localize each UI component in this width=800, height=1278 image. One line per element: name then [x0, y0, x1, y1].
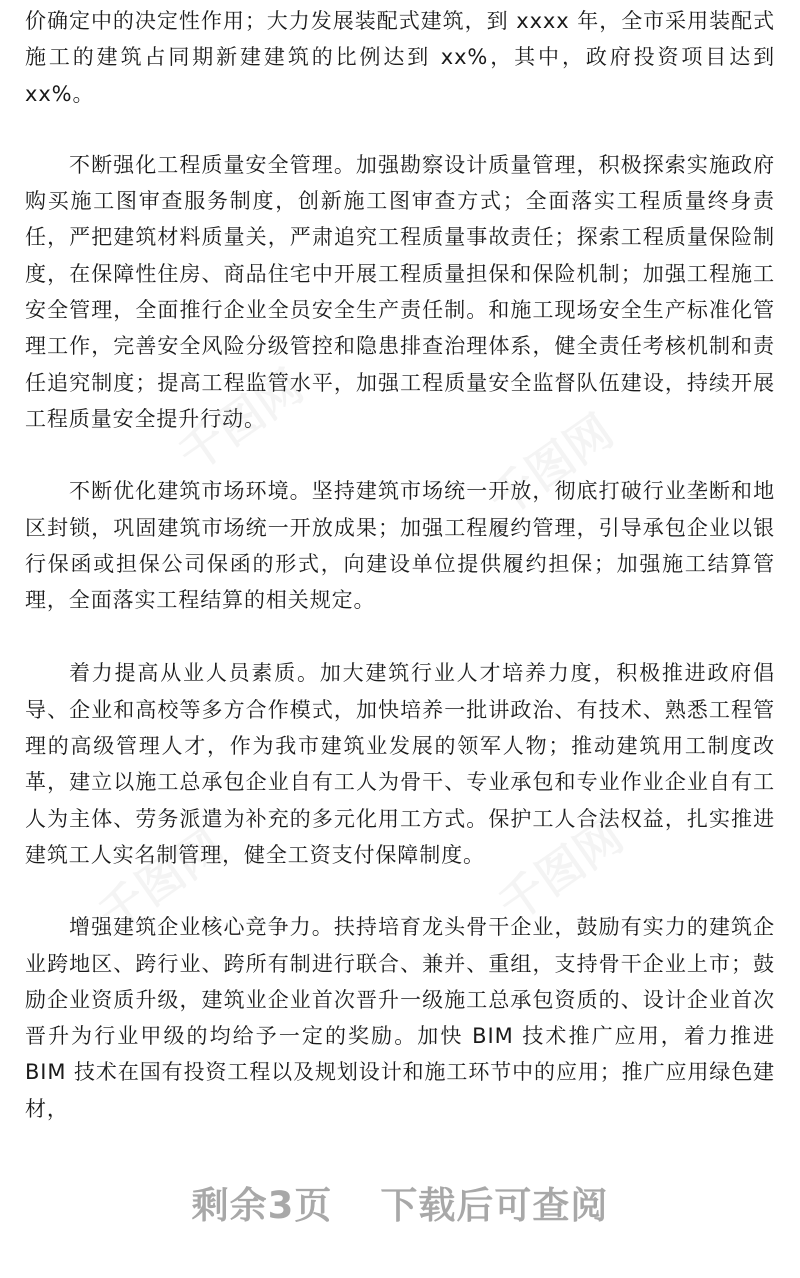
download-to-view-label[interactable]: 下载后可查阅 — [380, 1184, 609, 1227]
paragraph-quality-safety: 不断强化工程质量安全管理。加强勘察设计质量管理，积极探索实施政府购买施工图审查服务制度，创新施工图审查方式；全面落实工程质量终身责任，严把建筑材料质量关，严肃追究工程质量事故责任；探索工程质量保险制度，在保障性住房、商品住宅中开展工程质量担保和保险机制；加强工程施工安全管理，全面推行企业全员安全生产责任制。和施工现场安全生产标准化管理工作，完善安全风险分级管控和隐患排查治理体系，健全责任考核机制和责任追究制度；提高工程监管水平，加强工程质量安全监督队伍建设，持续开展工程质量安全提升行动。 — [25, 152, 775, 431]
remaining-pages-label: 剩余3页 — [191, 1184, 333, 1227]
paragraph-personnel-quality: 着力提高从业人员素质。加大建筑行业人才培养力度，积极推进政府倡导、企业和高校等多方合作模式，加快培养一批讲政治、有技术、熟悉工程管理的高级管理人才，作为我市建筑业发展的领军人物；推动建筑用工制度改革，建立以施工总承包企业自有工人为骨干、专业承包和专业作业企业自有工人为主体、劳务派遣为补充的多元化用工方式。保护工人合法权益，扎实推进建筑工人实名制管理，健全工资支付保障制度。 — [25, 661, 775, 867]
paragraph-core-competitiveness: 增强建筑企业核心竞争力。扶持培育龙头骨干企业，鼓励有实力的建筑企业跨地区、跨行业、跨所有制进行联合、兼并、重组，支持骨干企业上市；鼓励企业资质升级，建筑业企业首次晋升一级施工总承包资质的、设计企业首次晋升为行业甲级的均给予一定的奖励。加快 BIM 技术推广应用，着力推进 BIM 技术在国有投资工程以及规划设计和施工环节中的应用；推广应用绿色建材， — [25, 915, 775, 1121]
download-banner[interactable] — [0, 1172, 800, 1232]
paragraph-continuation: 价确定中的决定性作用；大力发展装配式建筑，到 xxxx 年，全市采用装配式施工的建筑占同期新建建筑的比例达到 xx%，其中，政府投资项目达到 xx%。 — [25, 9, 775, 106]
paragraph-market-environment: 不断优化建筑市场环境。坚持建筑市场统一开放，彻底打破行业垄断和地区封锁，巩固建筑市场统一开放成果；加强工程履约管理，引导承包企业以银行保函或担保公司保函的形式，向建设单位提供履约担保；加强施工结算管理，全面落实工程结算的相关规定。 — [25, 479, 775, 613]
document-body — [25, 0, 775, 1127]
